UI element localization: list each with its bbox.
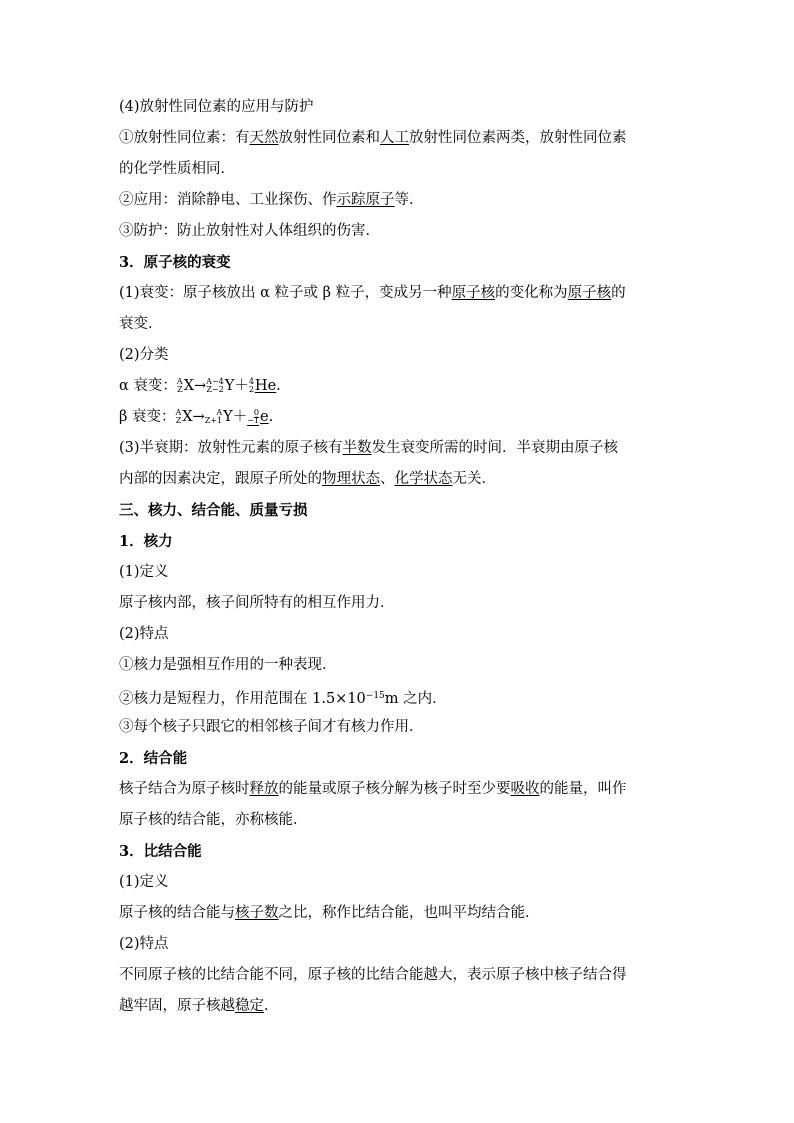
paragraph-feature-neighbor: ③每个核子只跟它的相邻核子间才有核力作用． — [119, 719, 424, 735]
heading-features-2: (2)特点 — [119, 936, 169, 952]
paragraph-binding-energy-cont: 原子核的结合能，亦称核能． — [119, 812, 308, 828]
beta-e-scripts: 0 −1 — [247, 408, 259, 425]
paragraph-binding-energy: 核子结合为原子核时释放的能量或原子核分解为核子时至少要吸收的能量，叫作 — [119, 781, 627, 797]
paragraph-feature-strong: ①核力是强相互作用的一种表现． — [119, 657, 337, 673]
alpha-y-scripts: A−4 Z−2 — [206, 377, 224, 394]
paragraph-force-definition: 原子核内部，核子间所特有的相互作用力． — [119, 595, 395, 611]
arrow-icon: → — [192, 409, 205, 425]
alpha-x-scripts: A Z — [176, 377, 183, 394]
answer-release: 释放 — [249, 781, 279, 797]
paragraph-protection: ③防护：防止放射性对人体组织的伤害． — [119, 223, 380, 239]
paragraph-specific-definition: 原子核的结合能与核子数之比，称作比结合能，也叫平均结合能． — [119, 905, 540, 921]
answer-physical-state: 物理状态 — [322, 471, 380, 487]
section-heading-nuclear-force: 三、核力、结合能、质量亏损 — [119, 502, 308, 519]
answer-stable: 稳定 — [235, 998, 264, 1014]
answer-nucleus-2: 原子核 — [567, 285, 612, 301]
paragraph-decay-definition: (1)衰变：原子核放出 α 粒子或 β 粒子，变成另一种原子核的变化称为原子核的 — [119, 285, 626, 301]
beta-x-scripts: A Z — [175, 408, 182, 425]
answer-artificial: 人工 — [380, 130, 409, 146]
answer-absorb: 吸收 — [510, 781, 540, 797]
paragraph-isotope-types: ①放射性同位素：有天然放射性同位素和人工放射性同位素两类，放射性同位素 — [119, 130, 627, 146]
arrow-icon: → — [194, 378, 207, 394]
answer-tracer-atom: 示踪原子 — [336, 192, 395, 208]
answer-chemical-state: 化学状态 — [394, 471, 453, 487]
paragraph-specific-features-cont: 越牢固，原子核越稳定． — [119, 998, 279, 1014]
heading-nuclear-decay: 3．原子核的衰变 — [119, 254, 231, 271]
heading-isotope-application: (4)放射性同位素的应用与防护 — [119, 99, 314, 115]
paragraph-half-life: (3)半衰期：放射性元素的原子核有半数发生衰变所需的时间．半衰期由原子核 — [119, 440, 619, 456]
answer-half: 半数 — [342, 440, 372, 456]
beta-decay-equation: β 衰变： A Z X→ A Z+1 Y＋ 0 −1 e. — [119, 408, 274, 425]
answer-natural: 天然 — [249, 130, 279, 146]
answer-nucleon-number: 核子数 — [235, 905, 279, 921]
heading-nuclear-force: 1．核力 — [119, 533, 173, 550]
answer-helium: He — [254, 378, 277, 394]
document-page — [119, 92, 679, 1022]
heading-features-1: (2)特点 — [119, 626, 169, 642]
paragraph-half-life-cont: 内部的因素决定，跟原子所处的物理状态、化学状态无关． — [119, 471, 496, 487]
heading-binding-energy: 2．结合能 — [119, 750, 188, 767]
alpha-decay-equation: α 衰变： A Z X→ A−4 Z−2 Y＋ 4 2 He. — [119, 377, 281, 394]
answer-nucleus-1: 原子核 — [451, 285, 496, 301]
answer-electron: e — [260, 409, 269, 425]
paragraph-isotope-types-cont: 的化学性质相同． — [119, 161, 235, 177]
heading-specific-binding-energy: 3．比结合能 — [119, 843, 202, 860]
paragraph-decay-definition-cont: 衰变． — [119, 316, 163, 332]
paragraph-application: ②应用：消除静电、工业探伤、作示踪原子等． — [119, 192, 424, 208]
heading-definition-2: (1)定义 — [119, 874, 169, 890]
alpha-he-scripts: 4 2 — [248, 377, 254, 394]
paragraph-specific-features: 不同原子核的比结合能不同，原子核的比结合能越大，表示原子核中核子结合得 — [119, 967, 627, 983]
paragraph-feature-short-range: ②核力是短程力，作用范围在 $1.5\times 10^{-15}m$ 之内． — [119, 691, 447, 707]
heading-definition-1: (1)定义 — [119, 564, 169, 580]
beta-y-scripts: A Z+1 — [204, 408, 223, 425]
heading-classification: (2)分类 — [119, 347, 169, 363]
